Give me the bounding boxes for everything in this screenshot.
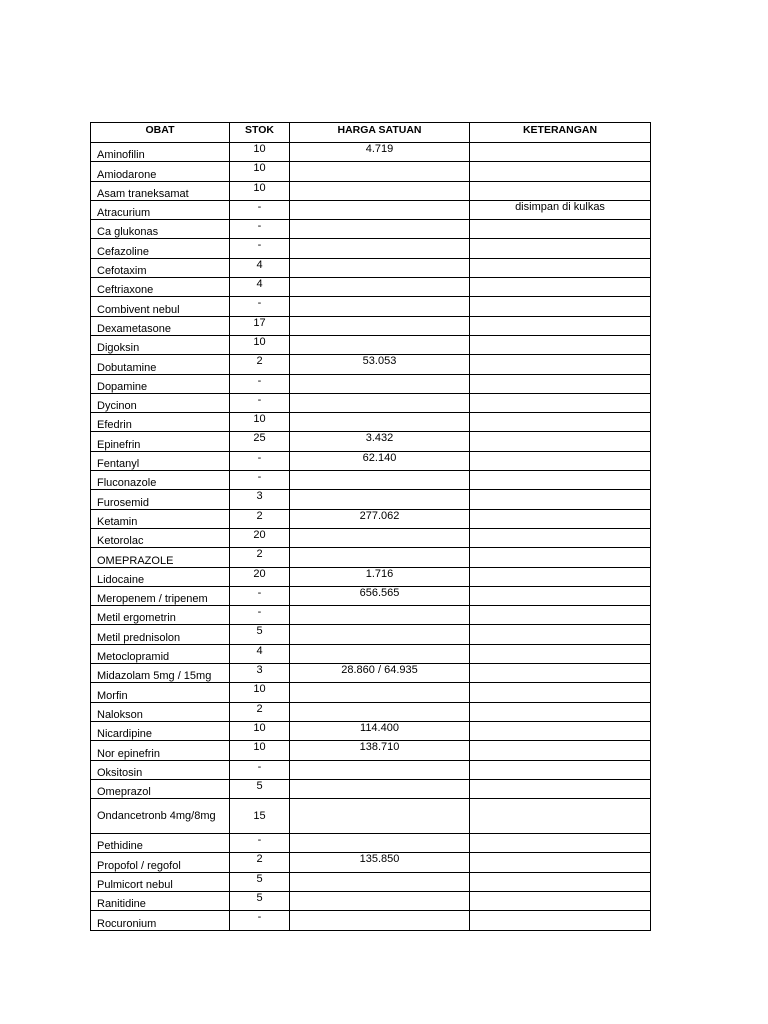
table-row <box>91 702 651 721</box>
medicine-stock-table <box>90 122 651 931</box>
cell-harga-satuan <box>290 760 470 779</box>
table-row <box>91 490 651 509</box>
cell-stok: 4 <box>230 644 290 663</box>
cell-keterangan <box>470 374 651 393</box>
cell-harga-satuan <box>290 548 470 567</box>
table-row <box>91 683 651 702</box>
table-row <box>91 374 651 393</box>
cell-stok: 10 <box>230 683 290 702</box>
cell-stok: - <box>230 834 290 853</box>
cell-obat: Amiodarone <box>91 162 230 181</box>
cell-obat: Metil ergometrin <box>91 606 230 625</box>
cell-keterangan <box>470 528 651 547</box>
table-row <box>91 799 651 834</box>
table-row <box>91 278 651 297</box>
cell-harga-satuan <box>290 471 470 490</box>
table-row <box>91 528 651 547</box>
cell-obat: Ca glukonas <box>91 220 230 239</box>
cell-stok: - <box>230 911 290 930</box>
cell-stok: 3 <box>230 490 290 509</box>
table-row <box>91 891 651 910</box>
cell-keterangan <box>470 181 651 200</box>
cell-obat: Dexametasone <box>91 316 230 335</box>
cell-obat: Cefazoline <box>91 239 230 258</box>
table-row <box>91 316 651 335</box>
table-row <box>91 721 651 740</box>
cell-keterangan <box>470 335 651 354</box>
cell-keterangan <box>470 413 651 432</box>
table-row <box>91 143 651 162</box>
table-row <box>91 872 651 891</box>
cell-keterangan <box>470 239 651 258</box>
table-row <box>91 239 651 258</box>
cell-stok: 5 <box>230 625 290 644</box>
cell-stok: - <box>230 606 290 625</box>
cell-obat: Dobutamine <box>91 355 230 374</box>
cell-harga-satuan <box>290 162 470 181</box>
cell-obat: Rocuronium <box>91 911 230 930</box>
cell-harga-satuan <box>290 220 470 239</box>
cell-obat: Furosemid <box>91 490 230 509</box>
header-harga-satuan: HARGA SATUAN <box>290 123 470 143</box>
cell-keterangan <box>470 741 651 760</box>
cell-stok: - <box>230 471 290 490</box>
cell-obat: Metoclopramid <box>91 644 230 663</box>
cell-stok: 10 <box>230 143 290 162</box>
cell-stok: - <box>230 393 290 412</box>
cell-obat: Asam traneksamat <box>91 181 230 200</box>
table-row <box>91 834 651 853</box>
cell-keterangan <box>470 664 651 683</box>
cell-stok: - <box>230 239 290 258</box>
table-row <box>91 393 651 412</box>
cell-obat: Fentanyl <box>91 451 230 470</box>
table-row <box>91 606 651 625</box>
table-row <box>91 335 651 354</box>
cell-harga-satuan <box>290 625 470 644</box>
cell-harga-satuan <box>290 683 470 702</box>
header-row <box>91 123 651 143</box>
cell-obat: Fluconazole <box>91 471 230 490</box>
table-row <box>91 741 651 760</box>
table-row <box>91 162 651 181</box>
cell-harga-satuan: 138.710 <box>290 741 470 760</box>
cell-obat: Efedrin <box>91 413 230 432</box>
cell-harga-satuan <box>290 911 470 930</box>
cell-obat: Digoksin <box>91 335 230 354</box>
cell-keterangan <box>470 834 651 853</box>
cell-stok: - <box>230 760 290 779</box>
cell-harga-satuan: 62.140 <box>290 451 470 470</box>
cell-keterangan <box>470 853 651 872</box>
cell-keterangan <box>470 567 651 586</box>
cell-harga-satuan: 4.719 <box>290 143 470 162</box>
cell-stok: - <box>230 451 290 470</box>
cell-obat: Omeprazol <box>91 779 230 798</box>
cell-stok: 10 <box>230 721 290 740</box>
cell-stok: 20 <box>230 567 290 586</box>
cell-harga-satuan <box>290 181 470 200</box>
cell-harga-satuan <box>290 606 470 625</box>
cell-stok: 25 <box>230 432 290 451</box>
cell-keterangan <box>470 872 651 891</box>
table-row <box>91 567 651 586</box>
cell-keterangan <box>470 451 651 470</box>
cell-stok: 10 <box>230 162 290 181</box>
cell-keterangan <box>470 625 651 644</box>
cell-harga-satuan <box>290 335 470 354</box>
cell-harga-satuan <box>290 779 470 798</box>
cell-harga-satuan: 277.062 <box>290 509 470 528</box>
cell-harga-satuan: 114.400 <box>290 721 470 740</box>
cell-harga-satuan <box>290 200 470 219</box>
table-header <box>91 123 651 143</box>
header-obat: OBAT <box>91 123 230 143</box>
cell-keterangan <box>470 220 651 239</box>
cell-obat: Dycinon <box>91 393 230 412</box>
cell-keterangan <box>470 721 651 740</box>
cell-obat: Nicardipine <box>91 721 230 740</box>
cell-harga-satuan <box>290 278 470 297</box>
table-row <box>91 779 651 798</box>
cell-stok: 10 <box>230 181 290 200</box>
table-row <box>91 258 651 277</box>
cell-obat: Oksitosin <box>91 760 230 779</box>
cell-keterangan: disimpan di kulkas <box>470 200 651 219</box>
cell-keterangan <box>470 509 651 528</box>
cell-harga-satuan <box>290 413 470 432</box>
table-row <box>91 432 651 451</box>
cell-stok: 3 <box>230 664 290 683</box>
cell-obat: Morfin <box>91 683 230 702</box>
table-row <box>91 451 651 470</box>
cell-keterangan <box>470 911 651 930</box>
cell-keterangan <box>470 258 651 277</box>
cell-keterangan <box>470 891 651 910</box>
cell-stok: 2 <box>230 548 290 567</box>
cell-obat: Nalokson <box>91 702 230 721</box>
cell-obat: Atracurium <box>91 200 230 219</box>
cell-harga-satuan <box>290 891 470 910</box>
cell-obat: Ondancetronb 4mg/8mg <box>91 799 230 834</box>
cell-keterangan <box>470 355 651 374</box>
cell-obat: Lidocaine <box>91 567 230 586</box>
cell-harga-satuan <box>290 258 470 277</box>
cell-obat: Propofol / regofol <box>91 853 230 872</box>
cell-keterangan <box>470 779 651 798</box>
cell-stok: 20 <box>230 528 290 547</box>
table-row <box>91 760 651 779</box>
cell-harga-satuan <box>290 239 470 258</box>
cell-stok: 5 <box>230 891 290 910</box>
cell-obat: Cefotaxim <box>91 258 230 277</box>
header-stok: STOK <box>230 123 290 143</box>
cell-keterangan <box>470 644 651 663</box>
table-row <box>91 413 651 432</box>
cell-keterangan <box>470 760 651 779</box>
table-row <box>91 181 651 200</box>
cell-harga-satuan <box>290 834 470 853</box>
cell-obat: Combivent nebul <box>91 297 230 316</box>
cell-harga-satuan: 28.860 / 64.935 <box>290 664 470 683</box>
table-row <box>91 853 651 872</box>
cell-stok: 2 <box>230 509 290 528</box>
cell-stok: 2 <box>230 355 290 374</box>
cell-stok: - <box>230 220 290 239</box>
cell-stok: 4 <box>230 258 290 277</box>
cell-obat: OMEPRAZOLE <box>91 548 230 567</box>
table-row <box>91 548 651 567</box>
table-row <box>91 911 651 930</box>
table-row <box>91 220 651 239</box>
cell-harga-satuan <box>290 297 470 316</box>
cell-keterangan <box>470 702 651 721</box>
cell-harga-satuan <box>290 702 470 721</box>
cell-harga-satuan: 53.053 <box>290 355 470 374</box>
cell-stok: 5 <box>230 779 290 798</box>
cell-stok: 10 <box>230 741 290 760</box>
cell-keterangan <box>470 606 651 625</box>
header-keterangan: KETERANGAN <box>470 123 651 143</box>
cell-stok: 5 <box>230 872 290 891</box>
cell-stok: 17 <box>230 316 290 335</box>
table-row <box>91 644 651 663</box>
cell-stok: 2 <box>230 853 290 872</box>
cell-harga-satuan: 3.432 <box>290 432 470 451</box>
cell-harga-satuan <box>290 528 470 547</box>
cell-stok: - <box>230 297 290 316</box>
table-row <box>91 297 651 316</box>
cell-obat: Ketamin <box>91 509 230 528</box>
cell-harga-satuan: 1.716 <box>290 567 470 586</box>
cell-harga-satuan <box>290 872 470 891</box>
cell-keterangan <box>470 393 651 412</box>
cell-obat: Dopamine <box>91 374 230 393</box>
cell-keterangan <box>470 432 651 451</box>
cell-keterangan <box>470 548 651 567</box>
cell-stok: 10 <box>230 335 290 354</box>
cell-harga-satuan <box>290 316 470 335</box>
cell-stok: 15 <box>230 799 290 834</box>
cell-keterangan <box>470 799 651 834</box>
cell-keterangan <box>470 278 651 297</box>
cell-obat: Epinefrin <box>91 432 230 451</box>
table-row <box>91 471 651 490</box>
table-row <box>91 664 651 683</box>
cell-stok: - <box>230 374 290 393</box>
cell-harga-satuan <box>290 393 470 412</box>
cell-keterangan <box>470 297 651 316</box>
cell-keterangan <box>470 316 651 335</box>
table-row <box>91 200 651 219</box>
cell-obat: Ranitidine <box>91 891 230 910</box>
cell-obat: Midazolam 5mg / 15mg <box>91 664 230 683</box>
table-row <box>91 625 651 644</box>
cell-stok: 10 <box>230 413 290 432</box>
cell-obat: Meropenem / tripenem <box>91 586 230 605</box>
cell-obat: Ketorolac <box>91 528 230 547</box>
table-row <box>91 509 651 528</box>
table-body <box>91 143 651 931</box>
cell-keterangan <box>470 683 651 702</box>
cell-obat: Ceftriaxone <box>91 278 230 297</box>
cell-stok: - <box>230 200 290 219</box>
cell-keterangan <box>470 162 651 181</box>
cell-obat: Metil prednisolon <box>91 625 230 644</box>
cell-keterangan <box>470 471 651 490</box>
cell-harga-satuan: 135.850 <box>290 853 470 872</box>
cell-keterangan <box>470 586 651 605</box>
cell-obat: Pulmicort nebul <box>91 872 230 891</box>
table-row <box>91 586 651 605</box>
table-row <box>91 355 651 374</box>
cell-harga-satuan <box>290 644 470 663</box>
cell-harga-satuan <box>290 799 470 834</box>
cell-stok: 2 <box>230 702 290 721</box>
cell-keterangan <box>470 490 651 509</box>
cell-obat: Pethidine <box>91 834 230 853</box>
cell-harga-satuan <box>290 490 470 509</box>
cell-obat: Nor epinefrin <box>91 741 230 760</box>
cell-stok: 4 <box>230 278 290 297</box>
cell-harga-satuan: 656.565 <box>290 586 470 605</box>
cell-stok: - <box>230 586 290 605</box>
cell-keterangan <box>470 143 651 162</box>
cell-harga-satuan <box>290 374 470 393</box>
cell-obat: Aminofilin <box>91 143 230 162</box>
